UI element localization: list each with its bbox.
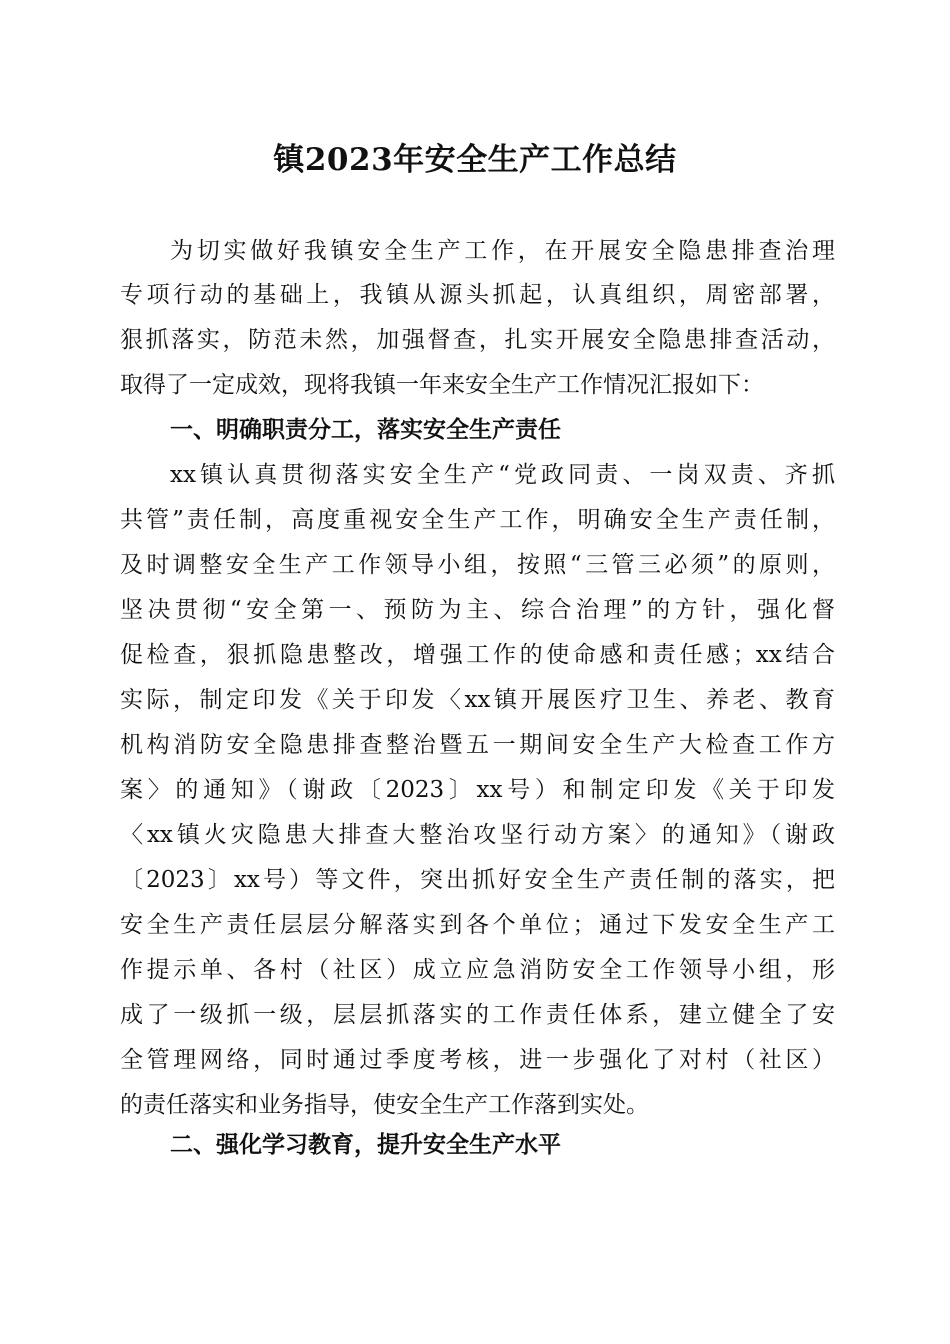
section1-line: 安全生产责任层层分解落实到各个单位；通过下发安全生产工	[120, 912, 835, 938]
section1-line: 全管理网络，同时通过季度考核，进一步强化了对村（社区）	[120, 1047, 835, 1073]
intro-line: 狠抓落实，防范未然，加强督查，扎实开展安全隐患排查活动，	[120, 327, 835, 353]
section1-line: 成了一级抓一级，层层抓落实的工作责任体系，建立健全了安	[120, 1002, 835, 1028]
section1-line: xx镇认真贯彻落实安全生产“党政同责、一岗双责、齐抓	[170, 462, 835, 488]
intro-line: 专项行动的基础上，我镇从源头抓起，认真组织，周密部署，	[120, 282, 835, 308]
section1-line: 〔2023〕xx号）等文件，突出抓好安全生产责任制的落实，把	[120, 867, 835, 893]
section1-line: 作提示单、各村（社区）成立应急消防安全工作领导小组，形	[120, 957, 835, 983]
section1-line: 实际，制定印发《关于印发〈xx镇开展医疗卫生、养老、教育	[120, 687, 835, 713]
section1-line: 及时调整安全生产工作领导小组，按照“三管三必须”的原则，	[120, 552, 835, 578]
section1-line: 共管”责任制，高度重视安全生产工作，明确安全生产责任制，	[120, 507, 835, 533]
section1-line: 机构消防安全隐患排查整治暨五一期间安全生产大检查工作方	[120, 732, 835, 758]
section1-line: 案〉的通知》（谢政〔2023〕xx号）和制定印发《关于印发	[120, 777, 835, 803]
section1-line: 〈xx镇火灾隐患大排查大整治攻坚行动方案〉的通知》（谢政	[120, 822, 835, 848]
intro-line: 取得了一定成效，现将我镇一年来安全生产工作情况汇报如下：	[120, 372, 764, 398]
document-title: 镇2023年安全生产工作总结	[273, 142, 677, 178]
section-heading-1: 一、明确职责分工，落实安全生产责任	[170, 417, 561, 443]
section1-line: 的责任落实和业务指导，使安全生产工作落到实处。	[120, 1092, 649, 1118]
section1-line: 促检查，狠抓隐患整改，增强工作的使命感和责任感；xx结合	[120, 642, 835, 668]
intro-line: 为切实做好我镇安全生产工作，在开展安全隐患排查治理	[170, 238, 835, 264]
section1-line: 坚决贯彻“安全第一、预防为主、综合治理”的方针，强化督	[120, 597, 835, 623]
section-heading-2: 二、强化学习教育，提升安全生产水平	[170, 1132, 561, 1158]
